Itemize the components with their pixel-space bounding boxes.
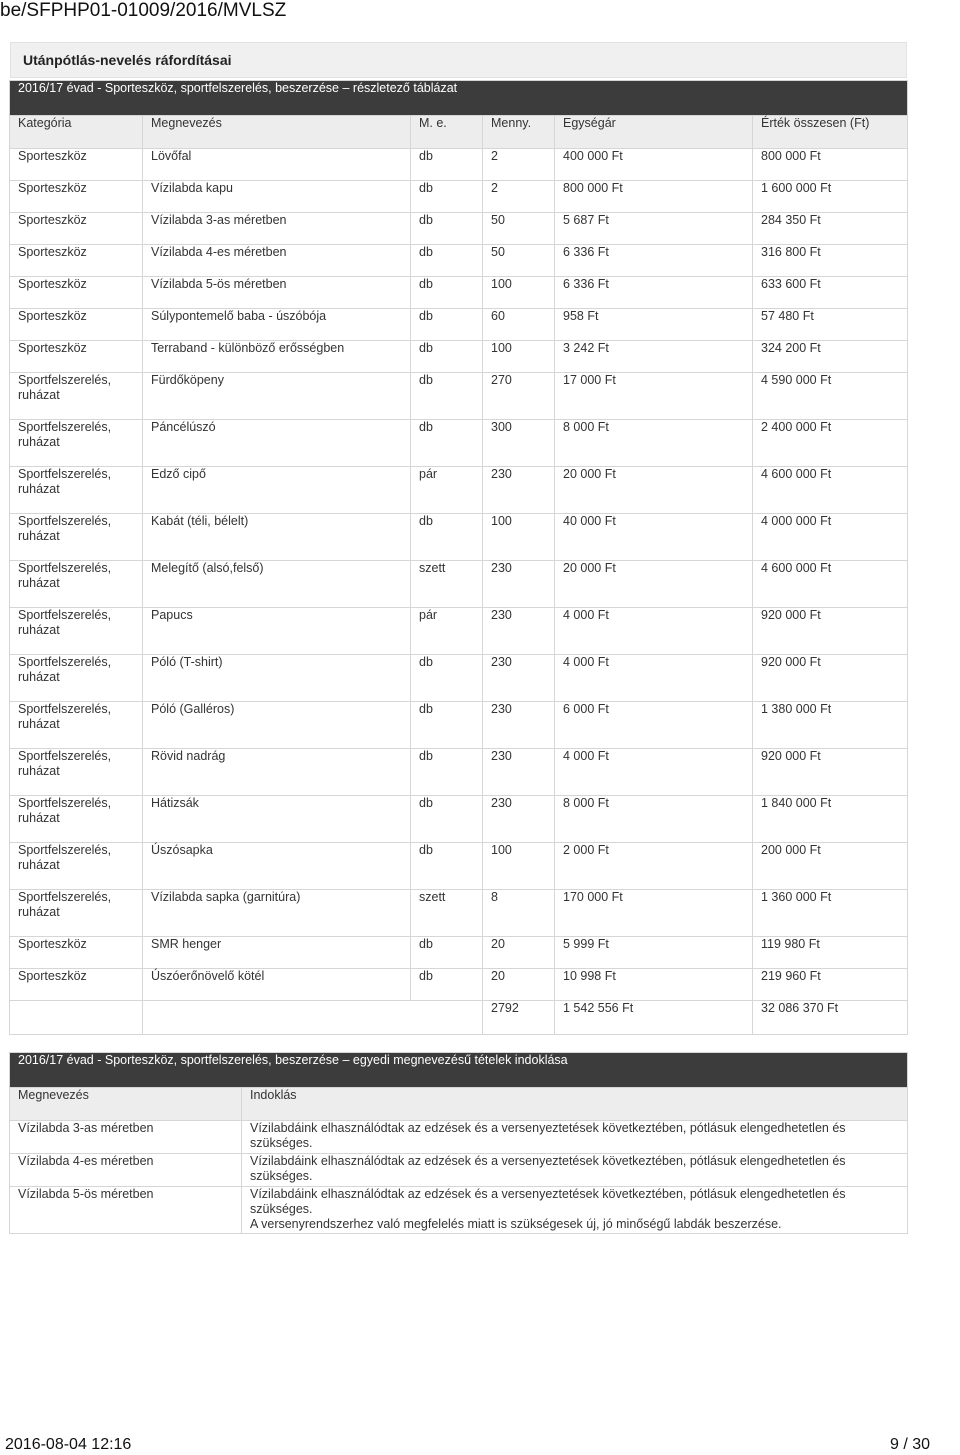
category-cell: [10, 245, 143, 277]
quantity-cell: 230: [483, 561, 555, 608]
item-name-cell: Edző cipő: [143, 467, 411, 514]
category-text: Sporteszköz: [18, 341, 87, 355]
unit-price-cell: 20 000 Ft: [555, 467, 753, 514]
category-cell: [10, 309, 143, 341]
category-text: Sporteszköz: [18, 213, 87, 227]
quantity-cell: 100: [483, 341, 555, 373]
totals-row: [10, 1001, 908, 1035]
unit-price-cell: 3 242 Ft: [555, 341, 753, 373]
table-title: 2016/17 évad - Sporteszköz, sportfelszerelés, beszerzése – részletező táblázat: [10, 81, 908, 116]
table-row: [10, 213, 908, 245]
category-text: ruházat: [18, 529, 60, 543]
category-text: Sportfelszerelés,: [18, 796, 112, 810]
table-row: [10, 969, 908, 1001]
table-title: 2016/17 évad - Sporteszköz, sportfelszerelés, beszerzése – egyedi megnevezésű tételek indoklása: [10, 1053, 908, 1088]
category-text: Sportfelszerelés,: [18, 702, 112, 716]
category-cell: [10, 969, 143, 1001]
unit-price-cell: 6 000 Ft: [555, 702, 753, 749]
category-text: ruházat: [18, 858, 60, 872]
total-cell: 4 590 000 Ft: [753, 373, 908, 420]
table-row: [10, 181, 908, 213]
quantity-cell: 270: [483, 373, 555, 420]
unit-cell: db: [411, 149, 483, 181]
item-name-cell: Vízilabda 4-es méretben: [143, 245, 411, 277]
category-text: ruházat: [18, 764, 60, 778]
total-cell: 324 200 Ft: [753, 341, 908, 373]
unit-price-cell: 6 336 Ft: [555, 245, 753, 277]
unit-cell: szett: [411, 890, 483, 937]
quantity-cell: 230: [483, 655, 555, 702]
item-name-cell: Vízilabda 3-as méretben: [143, 213, 411, 245]
category-text: Sportfelszerelés,: [18, 843, 112, 857]
table-row: [10, 149, 908, 181]
category-text: Sportfelszerelés,: [18, 608, 112, 622]
table-row: [10, 655, 908, 702]
item-name-cell: Súlypontemelő baba - úszóbója: [143, 309, 411, 341]
category-cell: [10, 749, 143, 796]
empty-cell: [10, 1001, 143, 1035]
category-cell: [10, 149, 143, 181]
unit-price-cell: 40 000 Ft: [555, 514, 753, 561]
total-cell: 920 000 Ft: [753, 749, 908, 796]
header-total: Érték összesen (Ft): [753, 116, 908, 149]
category-text: ruházat: [18, 670, 60, 684]
unit-cell: db: [411, 181, 483, 213]
quantity-cell: 60: [483, 309, 555, 341]
category-cell: [10, 213, 143, 245]
unit-cell: db: [411, 420, 483, 467]
category-cell: [10, 937, 143, 969]
quantity-cell: 50: [483, 245, 555, 277]
unit-price-cell: 6 336 Ft: [555, 277, 753, 309]
total-cell: 284 350 Ft: [753, 213, 908, 245]
item-name-cell: Póló (Galléros): [143, 702, 411, 749]
header-justification: Indoklás: [242, 1088, 908, 1121]
total-cell: 4 600 000 Ft: [753, 561, 908, 608]
unit-cell: pár: [411, 608, 483, 655]
unit-cell: szett: [411, 561, 483, 608]
unit-price-cell: 958 Ft: [555, 309, 753, 341]
unit-cell: pár: [411, 467, 483, 514]
total-cell: 800 000 Ft: [753, 149, 908, 181]
item-name-cell: Melegítő (alsó,felső): [143, 561, 411, 608]
quantity-cell: 20: [483, 937, 555, 969]
total-cell: 1 840 000 Ft: [753, 796, 908, 843]
header-name: Megnevezés: [143, 116, 411, 149]
quantity-cell: 230: [483, 608, 555, 655]
justification-table: [9, 1052, 908, 1234]
table-row: [10, 608, 908, 655]
table-row: [10, 514, 908, 561]
item-name-cell: Póló (T-shirt): [143, 655, 411, 702]
unit-price-cell: 5 999 Ft: [555, 937, 753, 969]
total-cell: 1 380 000 Ft: [753, 702, 908, 749]
quantity-cell: 100: [483, 277, 555, 309]
unit-price-cell: 17 000 Ft: [555, 373, 753, 420]
total-cell: 57 480 Ft: [753, 309, 908, 341]
category-text: Sportfelszerelés,: [18, 514, 112, 528]
category-cell: [10, 277, 143, 309]
category-text: ruházat: [18, 576, 60, 590]
category-cell: [10, 341, 143, 373]
total-cell: 219 960 Ft: [753, 969, 908, 1001]
total-cell: 4 000 000 Ft: [753, 514, 908, 561]
unit-cell: db: [411, 245, 483, 277]
total-quantity-cell: 2792: [483, 1001, 555, 1035]
unit-cell: db: [411, 277, 483, 309]
category-text: ruházat: [18, 717, 60, 731]
quantity-cell: 2: [483, 181, 555, 213]
category-text: ruházat: [18, 435, 60, 449]
table-row: [10, 749, 908, 796]
quantity-cell: 300: [483, 420, 555, 467]
table-row: [10, 1154, 908, 1187]
category-text: ruházat: [18, 905, 60, 919]
quantity-cell: 100: [483, 843, 555, 890]
item-name-cell: Hátizsák: [143, 796, 411, 843]
table-row: [10, 843, 908, 890]
category-cell: [10, 796, 143, 843]
unit-cell: db: [411, 702, 483, 749]
unit-price-cell: 400 000 Ft: [555, 149, 753, 181]
category-cell: [10, 467, 143, 514]
unit-cell: db: [411, 341, 483, 373]
item-name-cell: Páncélúszó: [143, 420, 411, 467]
unit-price-cell: 4 000 Ft: [555, 749, 753, 796]
quantity-cell: 20: [483, 969, 555, 1001]
unit-price-cell: 170 000 Ft: [555, 890, 753, 937]
table-row: [10, 245, 908, 277]
category-cell: [10, 561, 143, 608]
category-text: Sporteszköz: [18, 149, 87, 163]
detail-table: [9, 80, 908, 1035]
category-cell: [10, 702, 143, 749]
header-quantity: Menny.: [483, 116, 555, 149]
category-text: Sporteszköz: [18, 245, 87, 259]
table-row: [10, 277, 908, 309]
category-text: Sportfelszerelés,: [18, 890, 112, 904]
justification-cell: [242, 1121, 908, 1154]
header-name: Megnevezés: [10, 1088, 242, 1121]
item-name-cell: Vízilabda 5-ös méretben: [10, 1187, 242, 1234]
table-row: [10, 341, 908, 373]
table-row: [10, 937, 908, 969]
grand-total-cell: 32 086 370 Ft: [753, 1001, 908, 1035]
unit-price-cell: 800 000 Ft: [555, 181, 753, 213]
section-title: Utánpótlás-nevelés ráfordításai: [10, 42, 907, 78]
table-row: [10, 796, 908, 843]
unit-price-cell: 10 998 Ft: [555, 969, 753, 1001]
header-unit-price: Egységár: [555, 116, 753, 149]
unit-cell: db: [411, 655, 483, 702]
unit-cell: db: [411, 969, 483, 1001]
category-text: Sportfelszerelés,: [18, 749, 112, 763]
justification-text: A versenyrendszerhez való megfelelés miatt is szükségesek új, jó minőségű labdák beszerzése.: [250, 1217, 782, 1231]
total-cell: 200 000 Ft: [753, 843, 908, 890]
total-cell: 2 400 000 Ft: [753, 420, 908, 467]
item-name-cell: Vízilabda sapka (garnitúra): [143, 890, 411, 937]
category-text: ruházat: [18, 482, 60, 496]
category-cell: [10, 843, 143, 890]
table-row: [10, 373, 908, 420]
quantity-cell: 100: [483, 514, 555, 561]
header-category: Kategória: [10, 116, 143, 149]
unit-cell: db: [411, 213, 483, 245]
justification-cell: [242, 1187, 908, 1234]
item-name-cell: Fürdőköpeny: [143, 373, 411, 420]
total-cell: 920 000 Ft: [753, 655, 908, 702]
footer-timestamp: 2016-08-04 12:16: [5, 1436, 132, 1453]
total-cell: 316 800 Ft: [753, 245, 908, 277]
quantity-cell: 50: [483, 213, 555, 245]
total-unit-price-cell: 1 542 556 Ft: [555, 1001, 753, 1035]
document-id: be/SFPHP01-01009/2016/MVLSZ: [0, 0, 287, 21]
unit-price-cell: 5 687 Ft: [555, 213, 753, 245]
unit-cell: db: [411, 937, 483, 969]
header-unit: M. e.: [411, 116, 483, 149]
item-name-cell: Vízilabda 4-es méretben: [10, 1154, 242, 1187]
unit-cell: db: [411, 843, 483, 890]
category-cell: [10, 608, 143, 655]
category-cell: [10, 655, 143, 702]
category-cell: [10, 181, 143, 213]
category-text: Sporteszköz: [18, 969, 87, 983]
category-text: ruházat: [18, 388, 60, 402]
unit-cell: db: [411, 373, 483, 420]
category-cell: [10, 420, 143, 467]
unit-price-cell: 4 000 Ft: [555, 608, 753, 655]
empty-cell: [143, 1001, 483, 1035]
item-name-cell: Úszósapka: [143, 843, 411, 890]
justification-text: Vízilabdáink elhasználódtak az edzések és a versenyeztetések következtében, pótlásuk elengedhetetlen és szükséges.: [250, 1154, 846, 1183]
item-name-cell: Vízilabda kapu: [143, 181, 411, 213]
category-text: Sportfelszerelés,: [18, 655, 112, 669]
table-row: [10, 1187, 908, 1234]
total-cell: 1 360 000 Ft: [753, 890, 908, 937]
quantity-cell: 230: [483, 796, 555, 843]
unit-price-cell: 8 000 Ft: [555, 420, 753, 467]
justification-text: Vízilabdáink elhasználódtak az edzések és a versenyeztetések következtében, pótlásuk elengedhetetlen és szükséges.: [250, 1121, 846, 1150]
table-row: [10, 467, 908, 514]
unit-cell: db: [411, 796, 483, 843]
unit-price-cell: 4 000 Ft: [555, 655, 753, 702]
item-name-cell: Papucs: [143, 608, 411, 655]
total-cell: 633 600 Ft: [753, 277, 908, 309]
unit-cell: db: [411, 749, 483, 796]
table-row: [10, 890, 908, 937]
quantity-cell: 2: [483, 149, 555, 181]
category-text: Sportfelszerelés,: [18, 420, 112, 434]
category-cell: [10, 373, 143, 420]
category-text: Sporteszköz: [18, 181, 87, 195]
item-name-cell: Úszóerőnövelő kötél: [143, 969, 411, 1001]
category-text: Sporteszköz: [18, 277, 87, 291]
category-text: Sportfelszerelés,: [18, 467, 112, 481]
quantity-cell: 230: [483, 467, 555, 514]
justification-cell: [242, 1154, 908, 1187]
table-row: [10, 561, 908, 608]
category-text: ruházat: [18, 811, 60, 825]
total-cell: 920 000 Ft: [753, 608, 908, 655]
category-text: Sportfelszerelés,: [18, 561, 112, 575]
page-number: 9 / 30: [889, 1436, 930, 1453]
item-name-cell: Kabát (téli, bélelt): [143, 514, 411, 561]
unit-cell: db: [411, 309, 483, 341]
total-cell: 4 600 000 Ft: [753, 467, 908, 514]
unit-cell: db: [411, 514, 483, 561]
category-cell: [10, 890, 143, 937]
item-name-cell: Lövőfal: [143, 149, 411, 181]
category-text: Sportfelszerelés,: [18, 373, 112, 387]
item-name-cell: Terraband - különböző erősségben: [143, 341, 411, 373]
unit-price-cell: 20 000 Ft: [555, 561, 753, 608]
table-row: [10, 309, 908, 341]
unit-price-cell: 8 000 Ft: [555, 796, 753, 843]
item-name-cell: Vízilabda 5-ös méretben: [143, 277, 411, 309]
item-name-cell: SMR henger: [143, 937, 411, 969]
item-name-cell: Vízilabda 3-as méretben: [10, 1121, 242, 1154]
justification-text: Vízilabdáink elhasználódtak az edzések és a versenyeztetések következtében, pótlásuk elengedhetetlen és szükséges.: [250, 1187, 846, 1216]
quantity-cell: 230: [483, 702, 555, 749]
quantity-cell: 230: [483, 749, 555, 796]
unit-price-cell: 2 000 Ft: [555, 843, 753, 890]
category-text: ruházat: [18, 623, 60, 637]
category-text: Sporteszköz: [18, 309, 87, 323]
category-cell: [10, 514, 143, 561]
total-cell: 119 980 Ft: [753, 937, 908, 969]
table-row: [10, 420, 908, 467]
category-text: Sporteszköz: [18, 937, 87, 951]
total-cell: 1 600 000 Ft: [753, 181, 908, 213]
item-name-cell: Rövid nadrág: [143, 749, 411, 796]
quantity-cell: 8: [483, 890, 555, 937]
table-row: [10, 702, 908, 749]
table-row: [10, 1121, 908, 1154]
